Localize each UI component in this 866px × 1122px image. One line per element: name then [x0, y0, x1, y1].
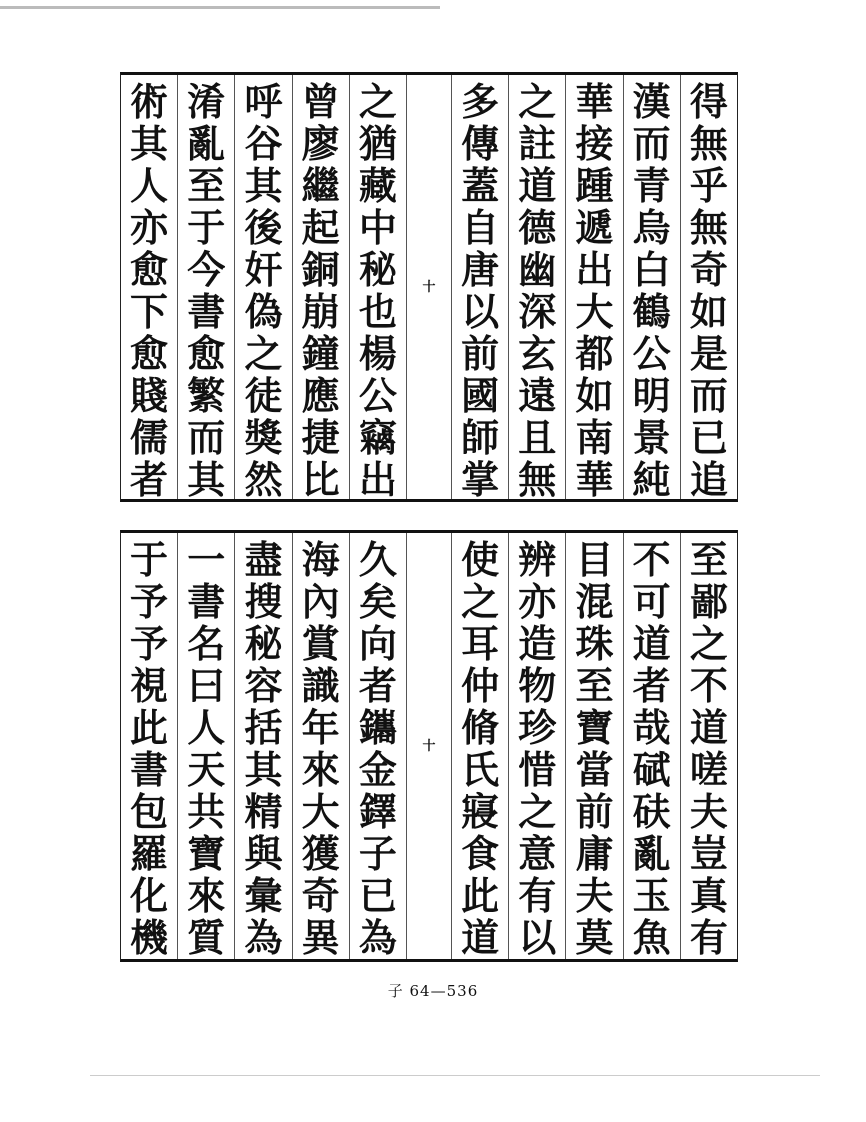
glyph: 彙: [244, 873, 283, 918]
page-folio: 子 64—536: [387, 982, 479, 1000]
glyph: 意: [518, 831, 557, 876]
glyph: 久: [358, 537, 397, 582]
text-column: [680, 533, 737, 959]
glyph: 豈: [689, 831, 728, 876]
glyph: 之: [244, 331, 283, 376]
glyph: 遠: [518, 373, 557, 418]
text-column: [121, 533, 177, 959]
glyph: 多: [461, 79, 500, 124]
glyph: 其: [244, 163, 283, 208]
glyph: 漢: [632, 79, 671, 124]
glyph: 搜: [244, 579, 283, 624]
glyph: 盡: [244, 537, 283, 582]
glyph: 寢: [461, 789, 500, 834]
text-column: [508, 75, 565, 502]
glyph: 比: [301, 457, 340, 502]
glyph: 至: [187, 163, 226, 208]
glyph: 然: [244, 457, 283, 502]
glyph: 人: [130, 163, 169, 208]
glyph: 捷: [301, 415, 340, 460]
glyph: 天: [187, 747, 226, 792]
glyph: 于: [130, 537, 169, 582]
glyph: 仲: [461, 663, 500, 708]
glyph: 予: [130, 621, 169, 666]
glyph: 砆: [632, 789, 671, 834]
text-column: [680, 75, 737, 502]
glyph: 異: [301, 915, 340, 960]
glyph: 道: [461, 915, 500, 960]
glyph: 為: [244, 915, 283, 960]
glyph: 掌: [461, 457, 500, 502]
glyph: 庸: [575, 831, 614, 876]
glyph: 而: [187, 415, 226, 460]
glyph: 惜: [518, 747, 557, 792]
glyph: 之: [518, 79, 557, 124]
text-column: [177, 533, 234, 959]
glyph: 踵: [575, 163, 614, 208]
glyph: 書: [187, 289, 226, 334]
glyph: 楊: [358, 331, 397, 376]
glyph: 國: [461, 373, 500, 418]
glyph: 中: [358, 205, 397, 250]
glyph: 之: [518, 789, 557, 834]
glyph: 精: [244, 789, 283, 834]
glyph: 造: [518, 621, 557, 666]
glyph: 書: [187, 579, 226, 624]
glyph: 食: [461, 831, 500, 876]
glyph: 崩: [301, 289, 340, 334]
glyph: 都: [575, 331, 614, 376]
glyph: 容: [244, 663, 283, 708]
glyph: 魚: [632, 915, 671, 960]
glyph: 之: [689, 621, 728, 666]
glyph: 前: [575, 789, 614, 834]
glyph: 賞: [301, 621, 340, 666]
glyph: 鄙: [689, 579, 728, 624]
glyph: 一: [187, 537, 226, 582]
glyph: 機: [130, 915, 169, 960]
glyph: 銅: [301, 247, 340, 292]
glyph: 亦: [130, 205, 169, 250]
glyph: 識: [301, 663, 340, 708]
glyph: 前: [461, 331, 500, 376]
glyph: 使: [461, 537, 500, 582]
text-column: [451, 533, 508, 959]
glyph: 玄: [518, 331, 557, 376]
glyph: 哉: [632, 705, 671, 750]
glyph: 乎: [689, 163, 728, 208]
glyph: 華: [575, 79, 614, 124]
glyph: 公: [358, 373, 397, 418]
glyph: 追: [689, 457, 728, 502]
glyph: 大: [575, 289, 614, 334]
glyph: 之: [461, 579, 500, 624]
glyph: 道: [518, 163, 557, 208]
glyph: 愈: [187, 331, 226, 376]
text-column: [234, 533, 291, 959]
scan-edge-top: [0, 6, 440, 9]
glyph: 混: [575, 579, 614, 624]
glyph: 化: [130, 873, 169, 918]
glyph: 寶: [575, 705, 614, 750]
glyph: 獲: [301, 831, 340, 876]
glyph: 註: [518, 121, 557, 166]
glyph: 羅: [130, 831, 169, 876]
glyph: 鑴: [358, 705, 397, 750]
glyph: 南: [575, 415, 614, 460]
glyph: 無: [689, 121, 728, 166]
glyph: 包: [130, 789, 169, 834]
text-panel-top: [120, 72, 738, 502]
glyph: 此: [461, 873, 500, 918]
glyph: 書: [130, 747, 169, 792]
glyph: 至: [689, 537, 728, 582]
glyph: 海: [301, 537, 340, 582]
glyph: 亦: [518, 579, 557, 624]
glyph: 目: [575, 537, 614, 582]
fold-marker-column: [406, 533, 451, 959]
glyph: 無: [689, 205, 728, 250]
glyph: 蓋: [461, 163, 500, 208]
glyph: 于: [187, 205, 226, 250]
glyph: 鐘: [301, 331, 340, 376]
glyph: 嗟: [689, 747, 728, 792]
text-column: [623, 533, 680, 959]
glyph: 夫: [575, 873, 614, 918]
glyph: 下: [130, 289, 169, 334]
text-column: [121, 75, 177, 502]
glyph: 秘: [244, 621, 283, 666]
text-column: [349, 75, 406, 502]
glyph: 不: [689, 663, 728, 708]
glyph: 純: [632, 457, 671, 502]
glyph: 之: [358, 79, 397, 124]
text-column: [292, 75, 349, 502]
glyph: 賤: [130, 373, 169, 418]
glyph: 遞: [575, 205, 614, 250]
glyph: 夫: [689, 789, 728, 834]
glyph: 秘: [358, 247, 397, 292]
glyph: 如: [575, 373, 614, 418]
glyph: 淆: [187, 79, 226, 124]
text-column: [508, 533, 565, 959]
glyph: 奇: [301, 873, 340, 918]
glyph: 曾: [301, 79, 340, 124]
glyph: 也: [358, 289, 397, 334]
glyph: 曰: [187, 663, 226, 708]
glyph: 子: [358, 831, 397, 876]
glyph: 廖: [301, 121, 340, 166]
text-column: [565, 75, 622, 502]
glyph: 以: [461, 289, 500, 334]
glyph: 繼: [301, 163, 340, 208]
glyph: 幽: [518, 247, 557, 292]
glyph: 奸: [244, 247, 283, 292]
glyph: 亂: [632, 831, 671, 876]
glyph: 徒: [244, 373, 283, 418]
glyph: 出: [575, 247, 614, 292]
glyph: 繁: [187, 373, 226, 418]
glyph: 視: [130, 663, 169, 708]
glyph: 無: [518, 457, 557, 502]
glyph: 傳: [461, 121, 500, 166]
glyph: 藏: [358, 163, 397, 208]
text-column: [565, 533, 622, 959]
glyph: 術: [130, 79, 169, 124]
glyph: 愈: [130, 331, 169, 376]
glyph: 後: [244, 205, 283, 250]
glyph: 者: [130, 457, 169, 502]
glyph: 珍: [518, 705, 557, 750]
glyph: 有: [689, 915, 728, 960]
glyph: 猶: [358, 121, 397, 166]
glyph: 質: [187, 915, 226, 960]
glyph: 有: [518, 873, 557, 918]
glyph: 公: [632, 331, 671, 376]
glyph: 已: [358, 873, 397, 918]
glyph: 愈: [130, 247, 169, 292]
glyph: 物: [518, 663, 557, 708]
glyph: 師: [461, 415, 500, 460]
glyph: 共: [187, 789, 226, 834]
glyph: 與: [244, 831, 283, 876]
glyph: 得: [689, 79, 728, 124]
glyph: 深: [518, 289, 557, 334]
text-column: [349, 533, 406, 959]
glyph: 來: [301, 747, 340, 792]
glyph: 珠: [575, 621, 614, 666]
glyph: 景: [632, 415, 671, 460]
glyph: 而: [632, 121, 671, 166]
glyph: 應: [301, 373, 340, 418]
glyph: 括: [244, 705, 283, 750]
glyph: 十: [422, 279, 436, 295]
glyph: 白: [632, 247, 671, 292]
glyph: 自: [461, 205, 500, 250]
glyph: 予: [130, 579, 169, 624]
glyph: 寶: [187, 831, 226, 876]
glyph: 者: [358, 663, 397, 708]
glyph: 氏: [461, 747, 500, 792]
glyph: 向: [358, 621, 397, 666]
text-column: [177, 75, 234, 502]
glyph: 鶴: [632, 289, 671, 334]
glyph: 十: [422, 738, 436, 754]
text-column: [234, 75, 291, 502]
glyph: 接: [575, 121, 614, 166]
glyph: 華: [575, 457, 614, 502]
glyph: 以: [518, 915, 557, 960]
glyph: 道: [632, 621, 671, 666]
glyph: 來: [187, 873, 226, 918]
glyph: 竊: [358, 415, 397, 460]
glyph: 偽: [244, 289, 283, 334]
glyph: 儒: [130, 415, 169, 460]
glyph: 真: [689, 873, 728, 918]
glyph: 此: [130, 705, 169, 750]
scan-edge-bottom: [90, 1075, 820, 1076]
glyph: 耳: [461, 621, 500, 666]
glyph: 其: [244, 747, 283, 792]
text-column: [451, 75, 508, 502]
glyph: 金: [358, 747, 397, 792]
glyph: 為: [358, 915, 397, 960]
glyph: 且: [518, 415, 557, 460]
glyph: 獎: [244, 415, 283, 460]
glyph: 碔: [632, 747, 671, 792]
glyph: 如: [689, 289, 728, 334]
glyph: 而: [689, 373, 728, 418]
glyph: 辨: [518, 537, 557, 582]
glyph: 出: [358, 457, 397, 502]
glyph: 脩: [461, 705, 500, 750]
glyph: 者: [632, 663, 671, 708]
glyph: 年: [301, 705, 340, 750]
glyph: 其: [187, 457, 226, 502]
glyph: 名: [187, 621, 226, 666]
text-column: [623, 75, 680, 502]
glyph: 亂: [187, 121, 226, 166]
text-column: [292, 533, 349, 959]
glyph: 大: [301, 789, 340, 834]
glyph: 可: [632, 579, 671, 624]
glyph: 是: [689, 331, 728, 376]
glyph: 起: [301, 205, 340, 250]
glyph: 谷: [244, 121, 283, 166]
glyph: 德: [518, 205, 557, 250]
glyph: 烏: [632, 205, 671, 250]
glyph: 玉: [632, 873, 671, 918]
glyph: 人: [187, 705, 226, 750]
glyph: 莫: [575, 915, 614, 960]
glyph: 內: [301, 579, 340, 624]
glyph: 明: [632, 373, 671, 418]
glyph: 當: [575, 747, 614, 792]
glyph: 其: [130, 121, 169, 166]
glyph: 不: [632, 537, 671, 582]
glyph: 今: [187, 247, 226, 292]
text-panel-bottom: [120, 530, 738, 962]
glyph: 青: [632, 163, 671, 208]
glyph: 至: [575, 663, 614, 708]
fold-marker-column: [406, 75, 451, 499]
glyph: 矣: [358, 579, 397, 624]
glyph: 奇: [689, 247, 728, 292]
glyph: 已: [689, 415, 728, 460]
glyph: 鐸: [358, 789, 397, 834]
glyph: 道: [689, 705, 728, 750]
glyph: 呼: [244, 79, 283, 124]
glyph: 唐: [461, 247, 500, 292]
